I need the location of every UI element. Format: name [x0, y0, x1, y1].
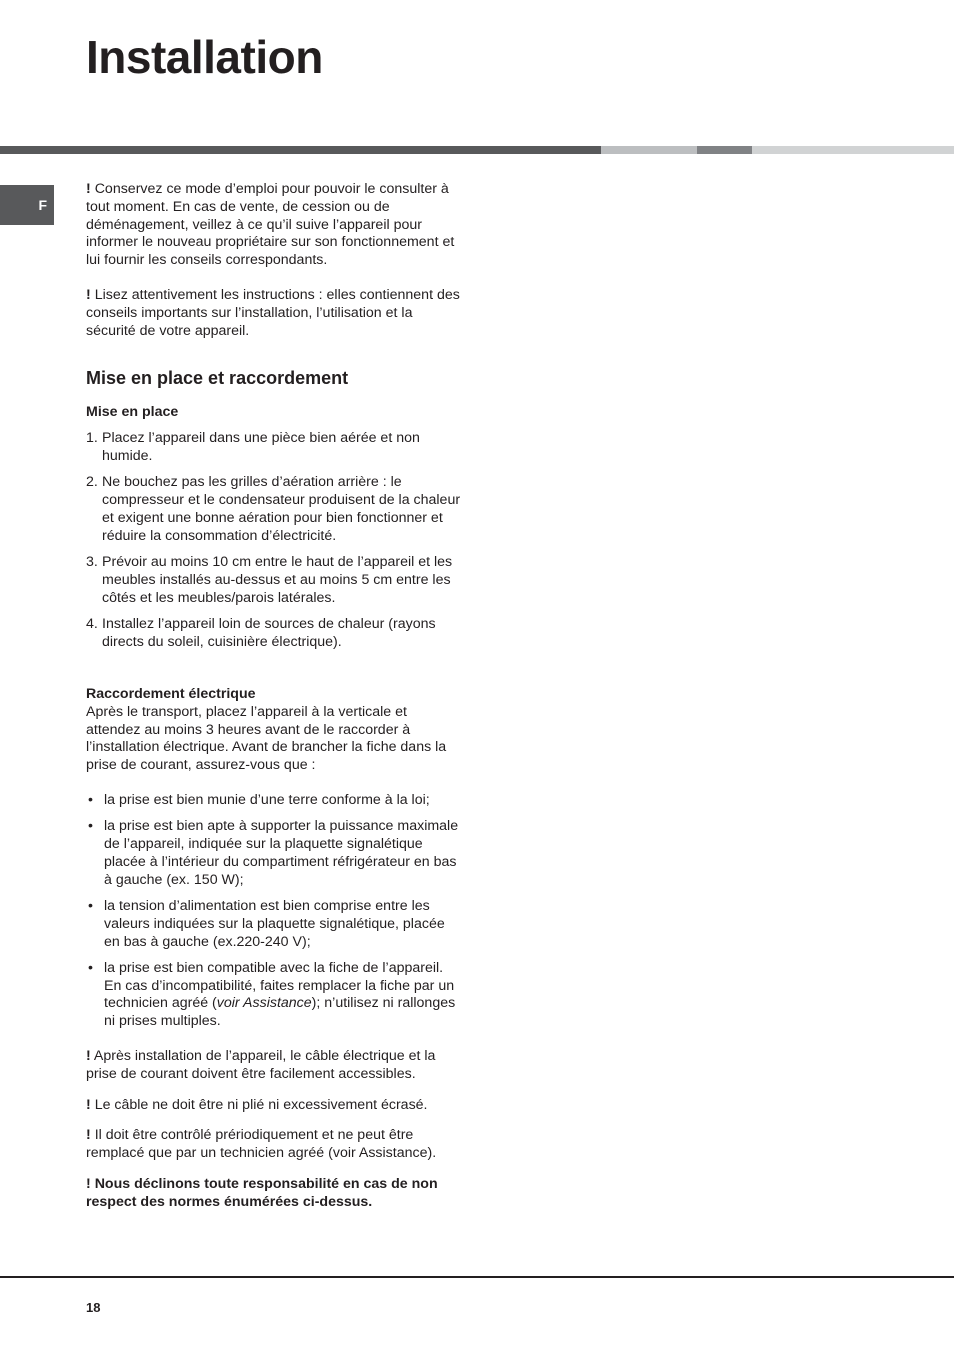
header-bar-pale — [752, 146, 954, 154]
spacer — [86, 660, 464, 686]
warning-mark: ! — [86, 181, 91, 197]
page-title: Installation — [86, 31, 323, 83]
warning-mark: ! — [86, 286, 91, 303]
step-text: Prévoir au moins 10 cm entre le haut de l’appareil et les meubles installés au-dessus et au moins 5 cm entre les côtés et les meubles/parois latérales. — [102, 553, 453, 606]
bullet-italic-ref: voir Assistance — [216, 995, 312, 1012]
warning-text: Il doit être contrôlé prériodiquement et ne peut être remplacé que par un technicien agréé (voir Assistance). — [86, 1127, 437, 1162]
list-item — [86, 898, 464, 951]
warning-text: Nous déclinons toute responsabilité en cas de non respect des normes énumérées ci-dessus. — [86, 1175, 438, 1210]
header-bar-dark — [0, 146, 601, 154]
list-item — [86, 792, 464, 810]
bullet-text: la prise est bien munie d’une terre conforme à la loi; — [104, 791, 430, 808]
warning-accessible — [86, 1048, 464, 1084]
step-number: 2. — [86, 474, 98, 491]
footer-rule — [0, 1276, 954, 1278]
language-tab — [0, 185, 54, 225]
bullet-text: ); n’utilisez ni rallonges ni prises multiples. — [104, 995, 456, 1030]
step-number: 3. — [86, 553, 98, 570]
warning-mark: ! — [86, 1047, 91, 1064]
warning-text: Conservez ce mode d’emploi pour pouvoir le consulter à tout moment. En cas de vente, de cession ou de déménagement, veillez à ce qu’il suive l’appareil pour informer le nouveau propriétaire sur son fonctionnement et lui fournir les conseils correspondants. — [86, 181, 455, 269]
placement-steps — [86, 430, 464, 651]
warning-cable — [86, 1097, 464, 1115]
list-item — [86, 616, 464, 652]
bullet-text: la tension d’alimentation est bien comprise entre les valeurs indiquées sur la plaquette signalétique, placée en bas à gauche (ex.220-240 V); — [104, 897, 445, 950]
warning-text: Le câble ne doit être ni plié ni excessivement écrasé. — [94, 1096, 428, 1113]
warning-keep-manual — [86, 181, 464, 270]
bullet-text: la prise est bien apte à supporter la puissance maximale de l’appareil, indiquée sur la plaquette signalétique placée à l’intérieur du compartiment réfrigérateur en bas à gauche (ex. 150 W); — [104, 818, 459, 888]
section-heading: Mise en place et raccordement — [86, 368, 349, 389]
step-text: Ne bouchez pas les grilles d’aération arrière : le compresseur et le condensateur produisent de la chaleur et exigent une bonne aération pour bien fonctionner et réduire la consommation d’électricité. — [102, 474, 461, 544]
list-item — [86, 554, 464, 607]
warning-inspection — [86, 1127, 464, 1163]
warning-read-instructions — [86, 287, 464, 340]
electric-intro: Après le transport, placez l’appareil à la verticale et attendez au moins 3 heures avant de le raccorder à l’installation électrique. Avant de brancher la fiche dans la prise de courant, assurez-vous que : — [86, 703, 447, 774]
step-text: Installez l’appareil loin de sources de chaleur (rayons directs du soleil, cuisinière électrique). — [102, 615, 436, 650]
header-bar-light — [601, 146, 697, 154]
subsection-heading-electric: Raccordement électrique — [86, 685, 256, 702]
step-text: Placez l’appareil dans une pièce bien aérée et non humide. — [102, 430, 420, 464]
bullet-text: la prise est bien compatible avec la fiche de l’appareil. En cas d’incompatibilité, faites remplacer la fiche par un technicien agréé ( — [104, 959, 455, 1012]
list-item — [86, 818, 464, 889]
warning-text: Après installation de l’appareil, le câble électrique et la prise de courant doivent être facilement accessibles. — [86, 1047, 436, 1082]
warning-mark: ! — [86, 1175, 91, 1192]
language-tab-label: F — [38, 197, 47, 213]
bullet-icon: • — [88, 959, 93, 976]
step-number: 4. — [86, 615, 98, 632]
header-bar-mid — [697, 146, 752, 154]
warning-liability — [86, 1176, 464, 1212]
subsection-heading-placement: Mise en place — [86, 404, 179, 421]
electric-checklist — [86, 792, 464, 1031]
page-number: 18 — [86, 1300, 101, 1315]
list-item — [86, 430, 464, 466]
bullet-icon: • — [88, 791, 93, 808]
warning-mark: ! — [86, 1096, 91, 1113]
list-item — [86, 960, 464, 1031]
step-number: 1. — [86, 430, 98, 447]
warning-text: Lisez attentivement les instructions : elles contiennent des conseils importants sur l’installation, l’utilisation et la sécurité de votre appareil. — [86, 286, 460, 339]
main-column — [86, 181, 464, 1212]
bullet-icon: • — [88, 818, 93, 835]
list-item — [86, 474, 464, 545]
bullet-icon: • — [88, 897, 93, 914]
warning-mark: ! — [86, 1127, 91, 1144]
